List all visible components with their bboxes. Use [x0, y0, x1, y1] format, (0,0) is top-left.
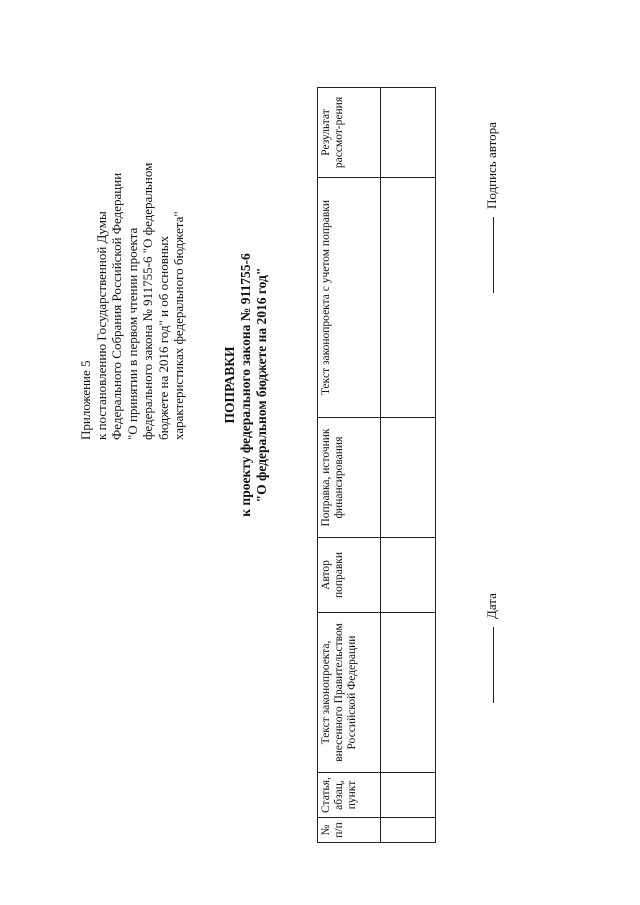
header-cell-author: Автор поправки — [318, 538, 381, 613]
document-heading — [222, 125, 270, 645]
date-signature — [484, 593, 500, 703]
amendments-table — [317, 87, 436, 843]
table-cell — [381, 613, 436, 773]
date-line — [493, 627, 494, 703]
table-cell — [381, 818, 436, 843]
author-label: Подпись автора — [484, 122, 499, 209]
appendix-line: бюджете на 2016 год" и об основных — [155, 235, 171, 440]
table-cell — [381, 773, 436, 818]
header-cell-number: № п/п — [318, 818, 381, 843]
date-label: Дата — [484, 593, 499, 619]
table-cell — [381, 538, 436, 613]
header-cell-amendment: Поправка, источник финансирования — [318, 418, 381, 538]
author-line — [493, 217, 494, 293]
appendix-line: "О принятии в первом чтении проекта — [124, 227, 140, 440]
header-cell-amended-text: Текст законопроекта с учетом поправки — [318, 178, 381, 418]
author-signature — [484, 122, 500, 293]
header-cell-article: Статья, абзац, пункт — [318, 773, 381, 818]
appendix-line: Федерального Собрания Российской Федерации — [109, 172, 124, 440]
table-cell — [381, 418, 436, 538]
appendix-line: Приложение 5 — [78, 360, 93, 440]
table-cell — [381, 178, 436, 418]
appendix-line: характеристиках федерального бюджета" — [171, 211, 186, 440]
heading-title: ПОПРАВКИ — [222, 346, 237, 424]
table-header-row — [318, 88, 381, 843]
header-cell-result: Результат рассмот-рения — [318, 88, 381, 178]
table-cell — [381, 88, 436, 178]
appendix-block — [78, 20, 187, 440]
heading-subtitle-2: "О федеральном бюджете на 2016 год" — [254, 267, 269, 503]
appendix-line: к постановлению Государственной Думы — [93, 211, 109, 440]
table-row — [381, 88, 436, 843]
appendix-line: федерального закона № 911755-6 "О федеральном — [140, 162, 155, 440]
heading-subtitle: к проекту федерального закона № 911755-6 — [238, 253, 253, 517]
header-cell-government-text: Текст законопроекта, внесенного Правительством Российской Федерации — [318, 613, 381, 773]
